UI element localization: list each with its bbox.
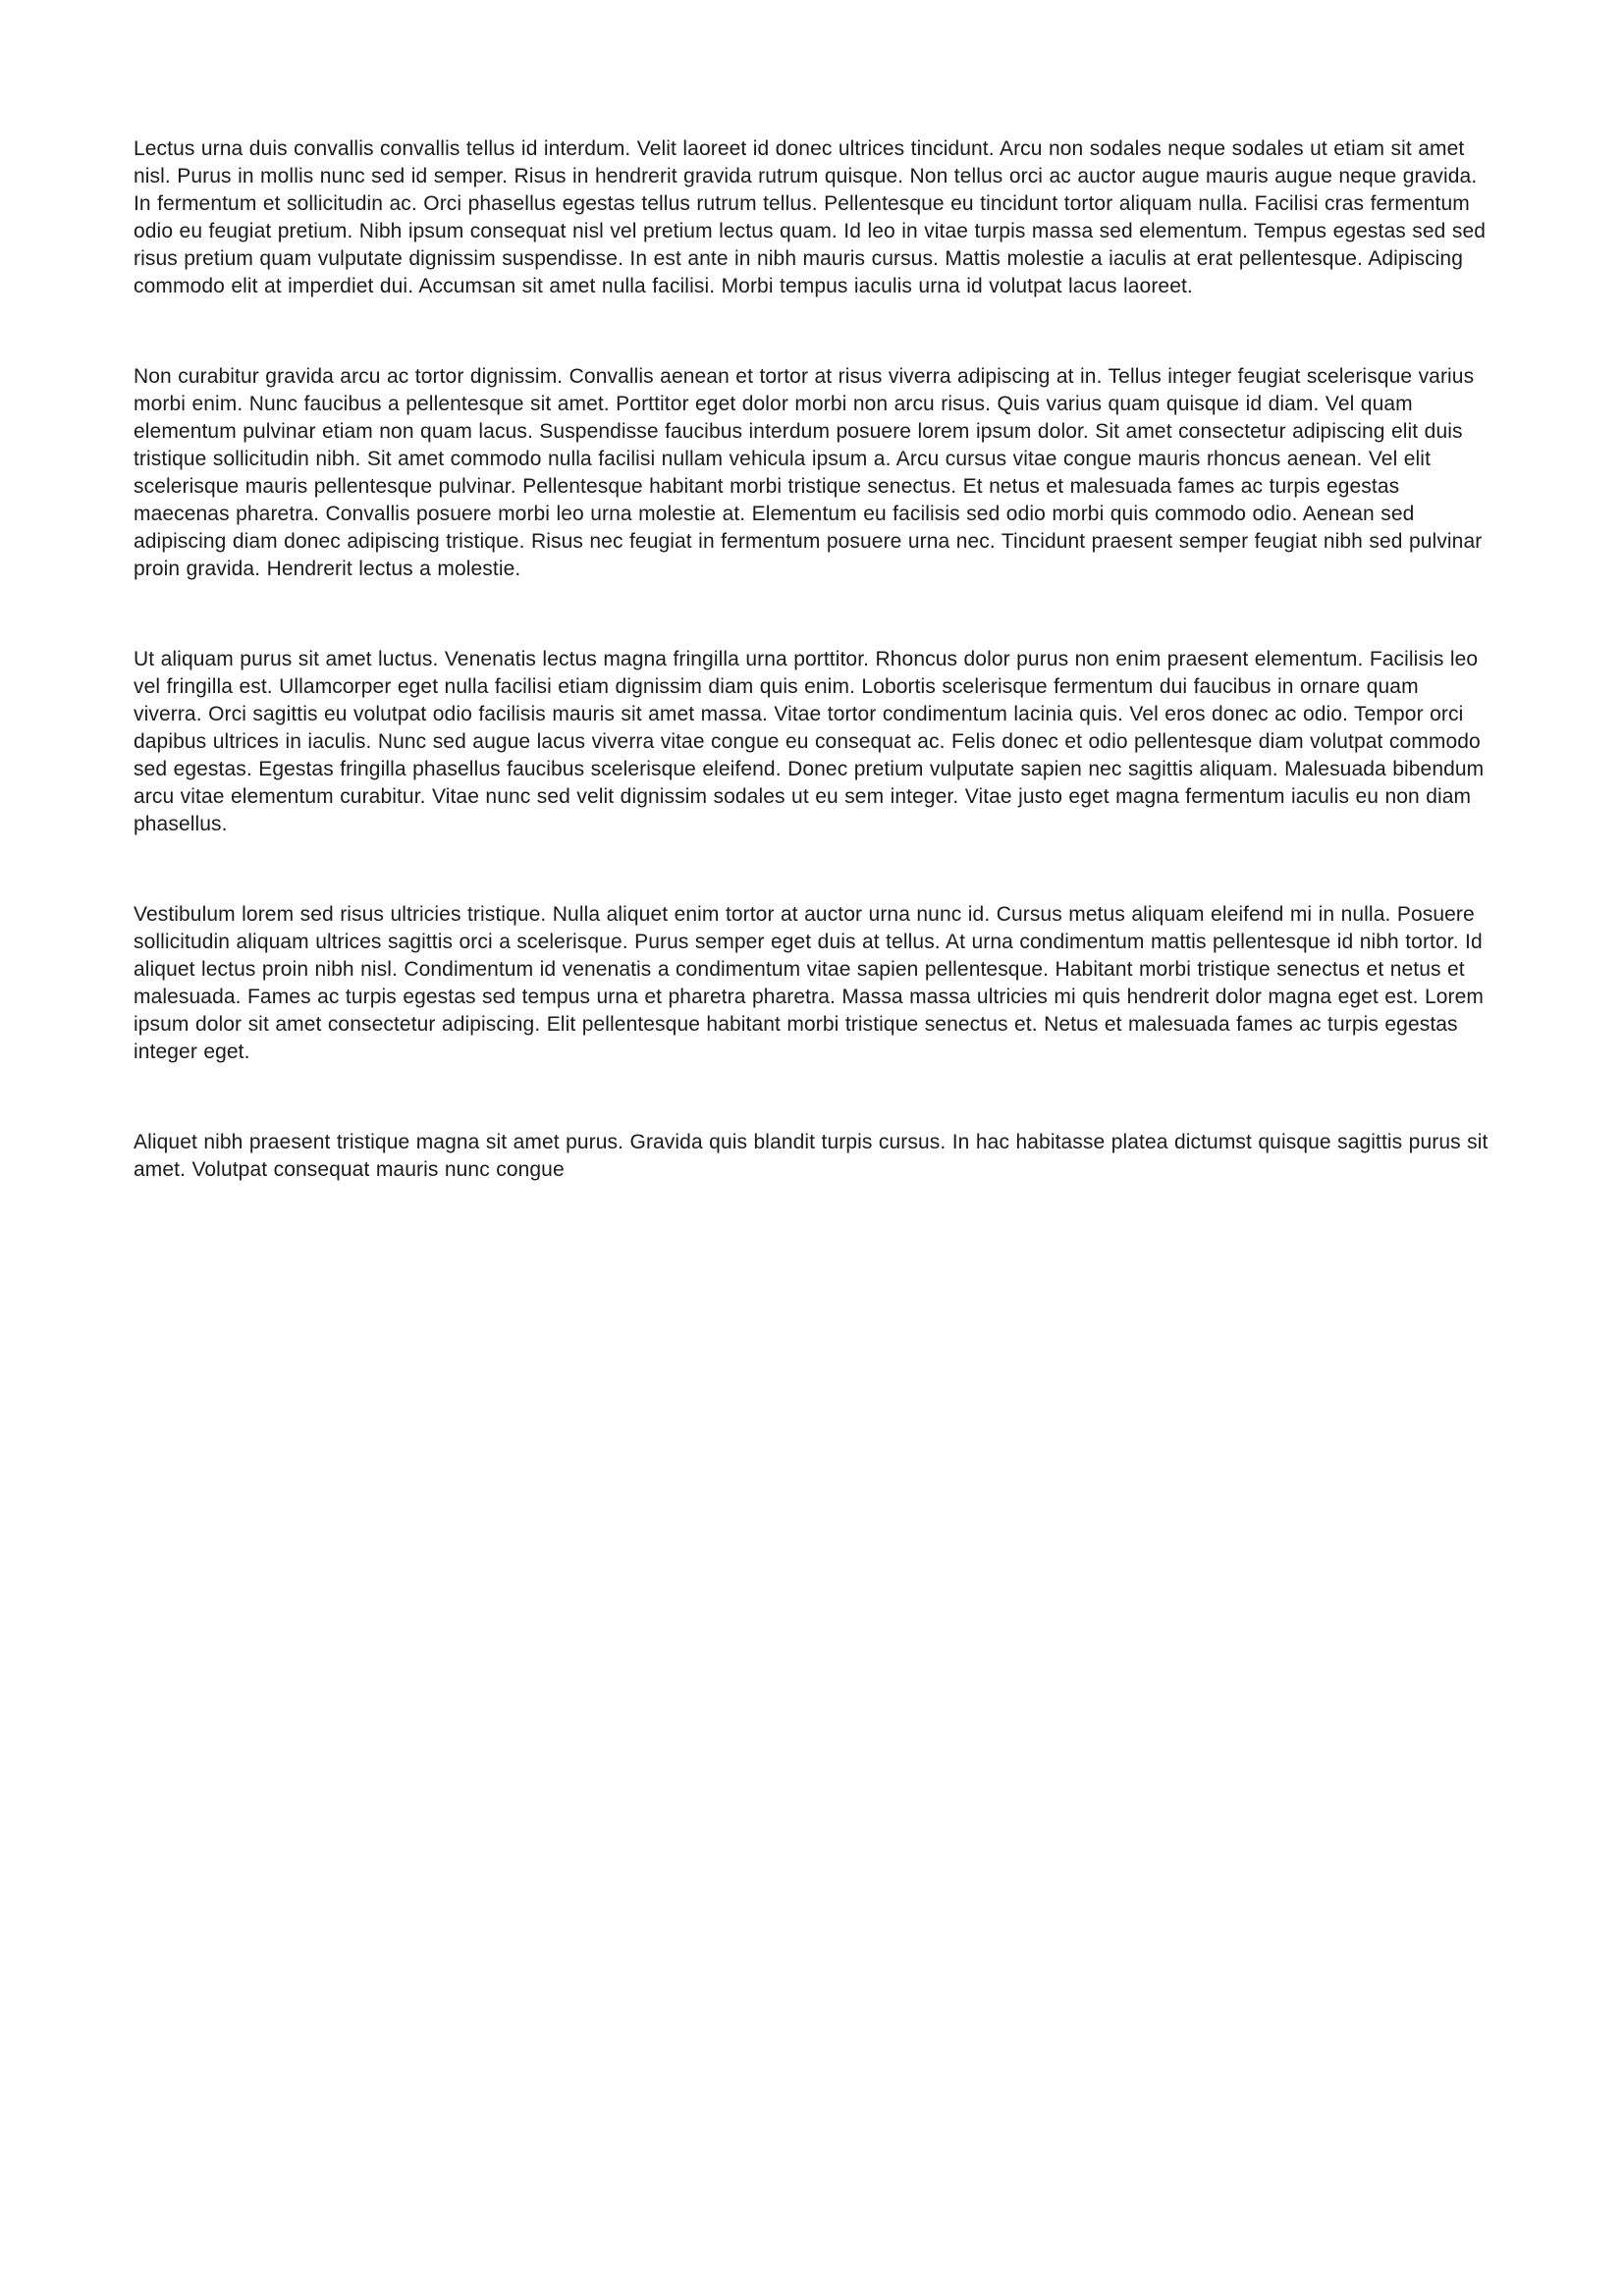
paragraph: Non curabitur gravida arcu ac tortor dignissim. Convallis aenean et tortor at risus viverra adipiscing at in. Tellus integer feugiat scelerisque varius morbi enim. Nunc faucibus a pellentesque sit amet. Porttitor eget dolor morbi non arcu risus. Quis varius quam quisque id diam. Vel quam elementum pulvinar etiam non quam lacus. Suspendisse faucibus interdum posuere lorem ipsum dolor. Sit amet consectetur adipiscing elit duis tristique sollicitudin nibh. Sit amet commodo nulla facilisi nullam vehicula ipsum a. Arcu cursus vitae congue mauris rhoncus aenean. Vel elit scelerisque mauris pellentesque pulvinar. Pellentesque habitant morbi tristique senectus. Et netus et malesuada fames ac turpis egestas maecenas pharetra. Convallis posuere morbi leo urna molestie at. Elementum eu facilisis sed odio morbi quis commodo odio. Aenean sed adipiscing diam donec adipiscing tristique. Risus nec feugiat in fermentum posuere urna nec. Tincidunt praesent semper feugiat nibh sed pulvinar proin gravida. Hendrerit lectus a molestie.	[134, 365, 1483, 580]
paragraph: Ut aliquam purus sit amet luctus. Venenatis lectus magna fringilla urna porttitor. Rhoncus dolor purus non enim praesent elementum. Facilisis leo vel fringilla est. Ullamcorper eget nulla facilisi etiam dignissim diam quis enim. Lobortis scelerisque fermentum dui faucibus in ornare quam viverra. Orci sagittis eu volutpat odio facilisis mauris sit amet massa. Vitae tortor condimentum lacinia quis. Vel eros donec ac odio. Tempor orci dapibus ultrices in iaculis. Nunc sed augue lacus viverra vitae congue eu consequat ac. Felis donec et odio pellentesque diam volutpat commodo sed egestas. Egestas fringilla phasellus faucibus scelerisque eleifend. Donec pretium vulputate sapien nec sagittis aliquam. Malesuada bibendum arcu vitae elementum curabitur. Vitae nunc sed velit dignissim sodales ut eu sem integer. Vitae justo eget magna fermentum iaculis eu non diam phasellus.	[134, 648, 1485, 835]
paragraph: Lectus urna duis convallis convallis tellus id interdum. Velit laoreet id donec ultrices tincidunt. Arcu non sodales neque sodales ut etiam sit amet nisl. Purus in mollis nunc sed id semper. Risus in hendrerit gravida rutrum quisque. Non tellus orci ac auctor augue mauris augue neque gravida. In fermentum et sollicitudin ac. Orci phasellus egestas tellus rutrum tellus. Pellentesque eu tincidunt tortor aliquam nulla. Facilisi cras fermentum odio eu feugiat pretium. Nibh ipsum consequat nisl vel pretium lectus quam. Id leo in vitae turpis massa sed elementum. Tempus egestas sed sed risus pretium quam vulputate dignissim suspendisse. In est ante in nibh mauris cursus. Mattis molestie a iaculis at erat pellentesque. Adipiscing commodo elit at imperdiet dui. Accumsan sit amet nulla facilisi. Morbi tempus iaculis urna id volutpat lacus laoreet.	[134, 137, 1487, 297]
paragraph: Vestibulum lorem sed risus ultricies tristique. Nulla aliquet enim tortor at auctor urna nunc id. Cursus metus aliquam eleifend mi in nulla. Posuere sollicitudin aliquam ultrices sagittis orci a scelerisque. Purus semper eget duis at tellus. At urna condimentum mattis pellentesque id nibh tortor. Id aliquet lectus proin nibh nisl. Condimentum id venenatis a condimentum vitae sapien pellentesque. Habitant morbi tristique senectus et netus et malesuada. Fames ac turpis egestas sed tempus urna et pharetra pharetra. Massa massa ultricies mi quis hendrerit dolor magna eget est. Lorem ipsum dolor sit amet consectetur adipiscing. Elit pellentesque habitant morbi tristique senectus et. Netus et malesuada fames ac turpis egestas integer eget.	[134, 903, 1484, 1063]
paragraph: Aliquet nibh praesent tristique magna sit amet purus. Gravida quis blandit turpis cursus. In hac habitasse platea dictumst quisque sagittis purus sit amet. Volutpat consequat mauris nunc congue	[134, 1131, 1489, 1181]
